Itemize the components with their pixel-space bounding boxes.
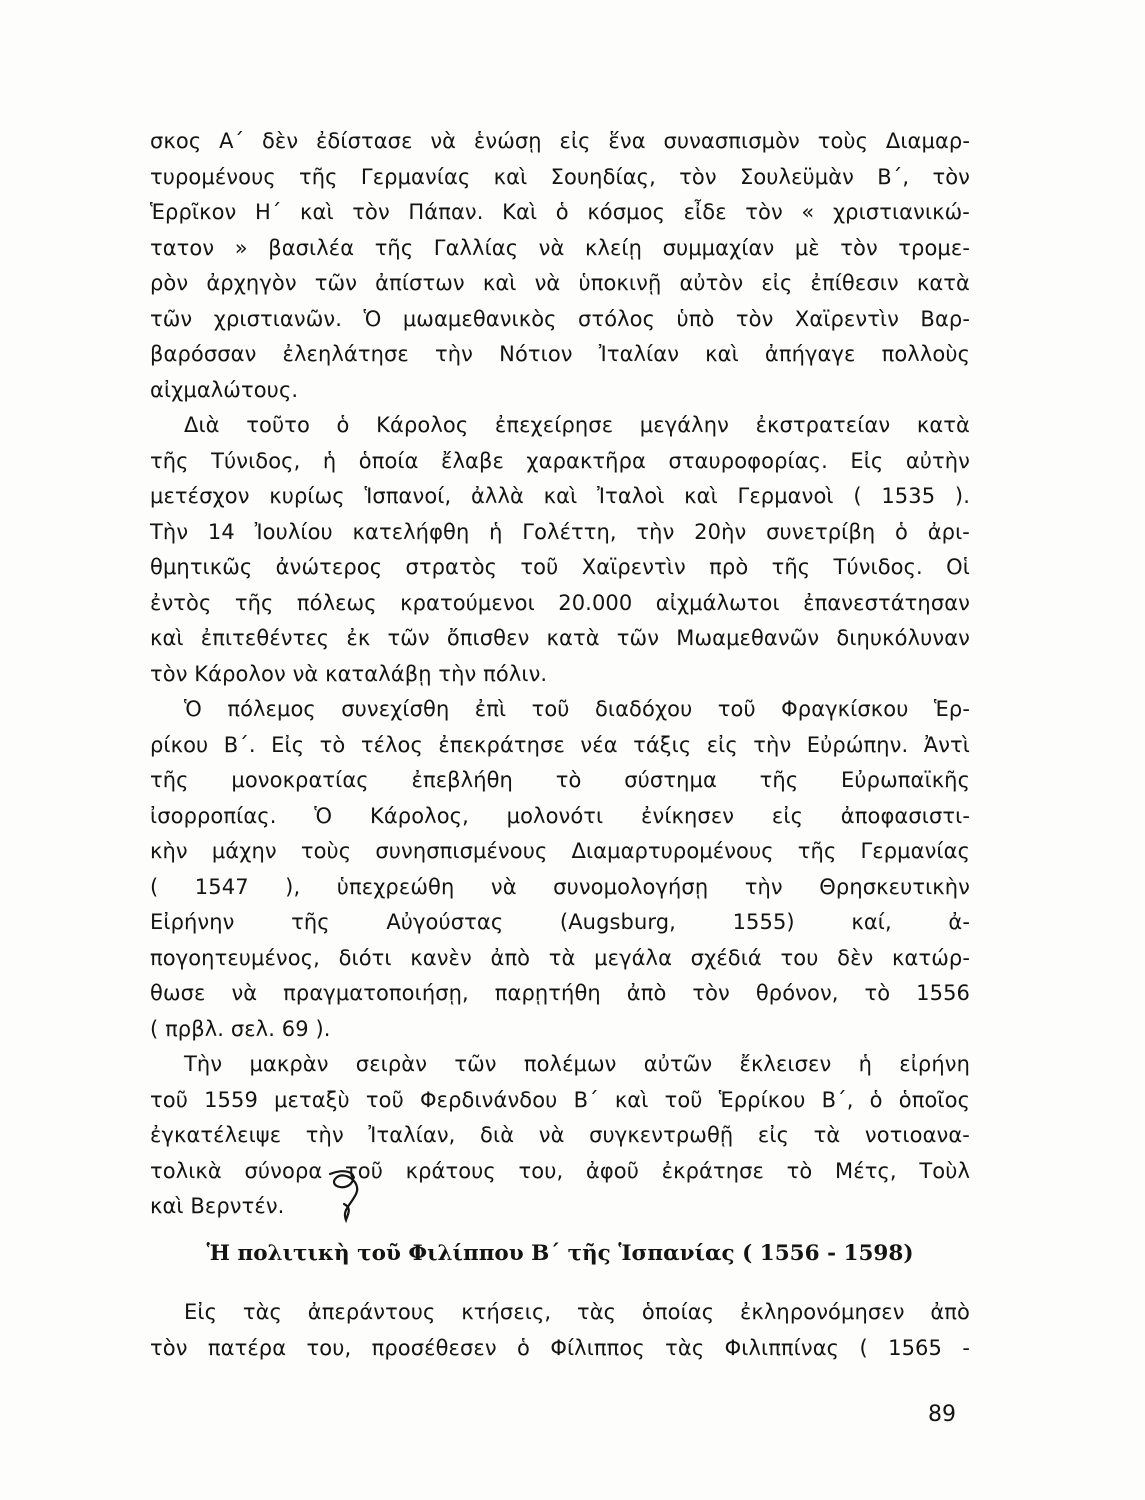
text-line: κὴν μάχην τοὺς συνησπισμένους Διαμαρτυρομένους τῆς Γερμανίας xyxy=(150,839,970,863)
handwritten-mark-icon xyxy=(322,1164,370,1224)
text-line: ρὸν ἀρχηγὸν τῶν ἀπίστων καὶ νὰ ὑποκινῇ αὐτὸν εἰς ἐπίθεσιν κατὰ xyxy=(150,271,970,295)
text-line: Ἑρρῖκον Η΄ καὶ τὸν Πάπαν. Καὶ ὁ κόσμος εἶδε τὸν « χριστιανικώ- xyxy=(150,200,970,224)
text-line: Τὴν μακρὰν σειρὰν τῶν πολέμων αὐτῶν ἔκλεισεν ἡ εἰρήνη xyxy=(184,1052,970,1076)
text-line: ἐγκατέλειψε τὴν Ἰταλίαν, διὰ νὰ συγκεντρωθῇ εἰς τὰ νοτιοανα- xyxy=(150,1123,970,1147)
text-line: ρίκου Β΄. Εἰς τὸ τέλος ἐπεκράτησε νέα τάξις εἰς τὴν Εὐρώπην. Ἀντὶ xyxy=(150,732,970,757)
text-line: ( πρβλ. σελ. 69 ). xyxy=(150,1016,331,1041)
text-line: τολικὰ σύνορα τοῦ κράτους του, ἀφοῦ ἐκράτησε τὸ Μέτς, Τοὺλ xyxy=(150,1158,970,1183)
text-line: μετέσχον κυρίως Ἱσπανοί, ἀλλὰ καὶ Ἰταλοὶ καὶ Γερμανοὶ ( 1535 ). xyxy=(150,484,970,508)
text-line: ἰσορροπίας. Ὁ Κάρολος, μολονότι ἐνίκησεν εἰς ἀποφασιστι- xyxy=(150,803,970,828)
text-line: ( 1547 ), ὑπεχρεώθη νὰ συνομολογήσῃ τὴν Θρησκευτικὴν xyxy=(150,874,970,899)
section-heading: Ἡ πολιτικὴ τοῦ Φιλίππου Β΄ τῆς Ἱσπανίας ( 1556 - 1598) xyxy=(206,1241,914,1266)
text-line: τὸν Κάρολον νὰ καταλάβῃ τὴν πόλιν. xyxy=(150,661,548,686)
text-line: Εἰρήνην τῆς Αὐγούστας (Augsburg, 1555) καί, ἀ- xyxy=(150,910,970,934)
page-number: 89 xyxy=(928,1402,956,1427)
text-line: θμητικῶς ἀνώτερος στρατὸς τοῦ Χαϊρεντὶν πρὸ τῆς Τύνιδος. Οἱ xyxy=(150,555,970,579)
body-text xyxy=(150,124,970,1225)
text-line: αἰχμαλώτους. xyxy=(150,377,299,402)
text-line: Ὁ πόλεμος συνεχίσθη ἐπὶ τοῦ διαδόχου τοῦ Φραγκίσκου Ἑρ- xyxy=(184,697,970,721)
text-line: πογοητευμένος, διότι κανὲν ἀπὸ τὰ μεγάλα σχέδιά του δὲν κατώρ- xyxy=(150,945,970,970)
text-line: Διὰ τοῦτο ὁ Κάρολος ἐπεχείρησε μεγάλην ἐκστρατείαν κατὰ xyxy=(184,413,970,437)
text-line: τυρομένους τῆς Γερμανίας καὶ Σουηδίας, τὸν Σουλεϋμὰν Β΄, τὸν xyxy=(150,164,970,189)
text-line: ἐντὸς τῆς πόλεως κρατούμενοι 20.000 αἰχμάλωτοι ἐπανεστάτησαν xyxy=(150,590,970,615)
text-line: τὸν πατέρα του, προσέθεσεν ὁ Φίλιππος τὰς Φιλιππίνας ( 1565 - xyxy=(150,1335,970,1360)
text-line: βαρόσσαν ἐλεηλάτησε τὴν Νότιον Ἰταλίαν καὶ ἀπήγαγε πολλοὺς xyxy=(150,342,970,366)
final-paragraph xyxy=(150,1295,970,1366)
text-line: θωσε νὰ πραγματοποιήσῃ, παρῃτήθη ἀπὸ τὸν θρόνον, τὸ 1556 xyxy=(150,981,970,1005)
text-line: καὶ Βερντέν. xyxy=(150,1194,285,1218)
text-line: τῆς Τύνιδος, ἡ ὁποία ἔλαβε χαρακτῆρα σταυροφορίας. Εἰς αὐτὴν xyxy=(150,448,970,473)
text-line: καὶ ἐπιτεθέντες ἐκ τῶν ὄπισθεν κατὰ τῶν Μωαμεθανῶν διηυκόλυναν xyxy=(150,626,970,650)
text-line: σκος Α΄ δὲν ἐδίστασε νὰ ἑνώσῃ εἰς ἕνα συνασπισμὸν τοὺς Διαμαρ- xyxy=(150,129,970,153)
text-line: Τὴν 14 Ἰουλίου κατελήφθη ἡ Γολέττη, τὴν 20ὴν συνετρίβη ὁ ἀρι- xyxy=(150,519,970,544)
text-line: τατον » βασιλέα τῆς Γαλλίας νὰ κλείῃ συμμαχίαν μὲ τὸν τρομε- xyxy=(150,235,970,260)
text-line: τῆς μονοκρατίας ἐπεβλήθη τὸ σύστημα τῆς Εὐρωπαϊκῆς xyxy=(150,768,970,792)
text-line: τῶν χριστιανῶν. Ὁ μωαμεθανικὸς στόλος ὑπὸ τὸν Χαϊρεντὶν Βαρ- xyxy=(150,306,970,331)
text-line: τοῦ 1559 μεταξὺ τοῦ Φερδινάνδου Β΄ καὶ τοῦ Ἑρρίκου Β΄, ὁ ὁποῖος xyxy=(150,1087,970,1112)
text-line: Εἰς τὰς ἀπεράντους κτήσεις, τὰς ὁποίας ἐκληρονόμησεν ἀπὸ xyxy=(184,1300,970,1324)
